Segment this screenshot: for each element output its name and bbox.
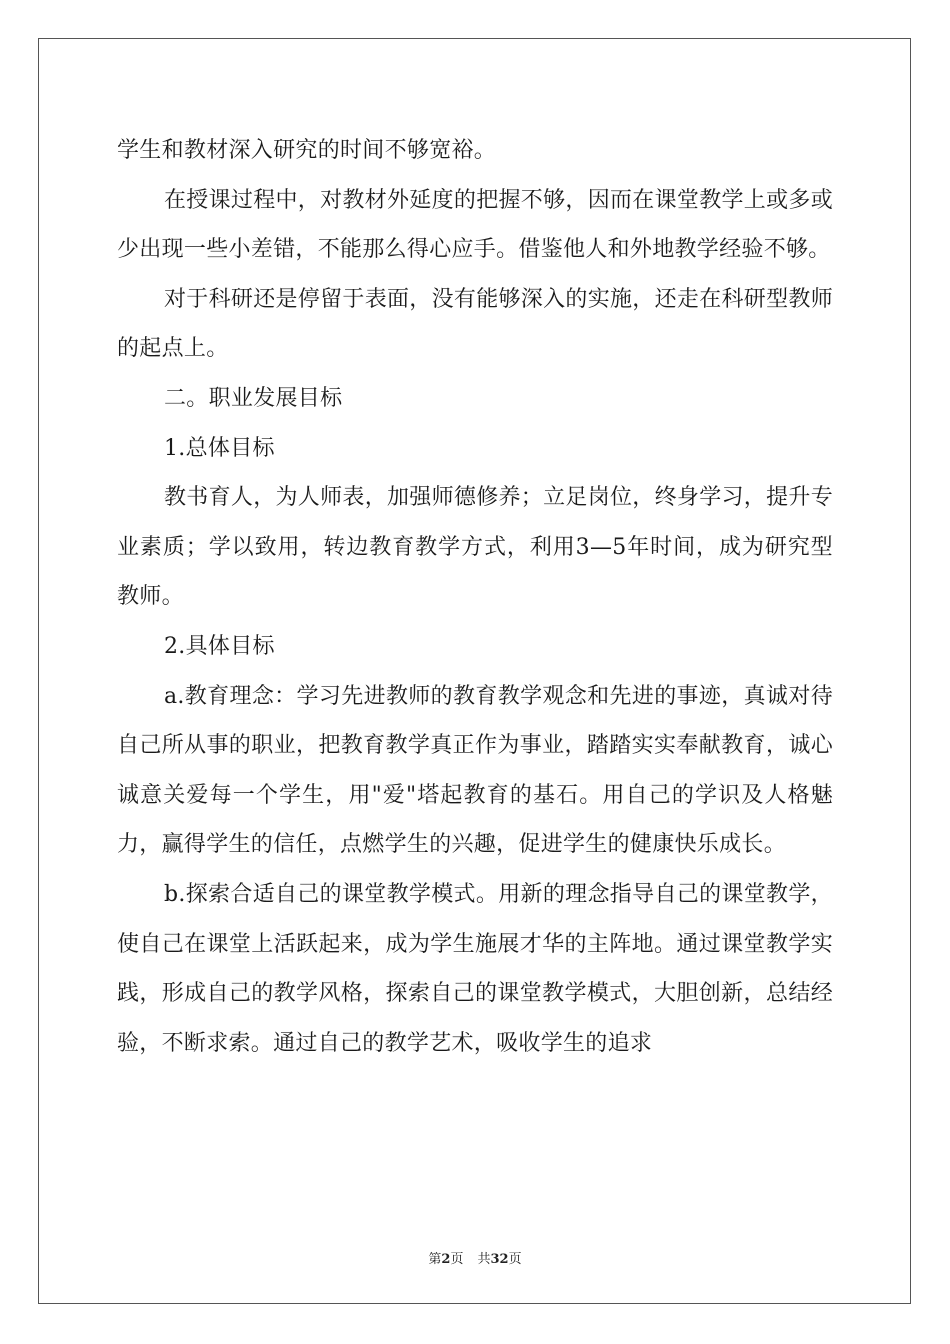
page-suffix: 页 [450, 1252, 464, 1267]
paragraph: 在授课过程中，对教材外延度的把握不够，因而在课堂教学上或多或少出现一些小差错，不能那么得心应手。借鉴他人和外地教学经验不够。 [117, 187, 834, 263]
subsection-heading: 1.总体目标 [164, 435, 275, 461]
page-prefix: 第 [428, 1252, 442, 1267]
total-suffix: 页 [508, 1252, 522, 1267]
page-footer [0, 1248, 950, 1267]
section-heading: 二。职业发展目标 [164, 385, 343, 411]
paragraph: b.探索合适自己的课堂教学模式。用新的理念指导自己的课堂教学，使自己在课堂上活跃起来，成为学生施展才华的主阵地。通过课堂教学实践，形成自己的教学风格，探索自己的课堂教学模式，大胆创新，总结经验，不断求索。通过自己的教学艺术，吸收学生的追求 [117, 881, 833, 1056]
subsection-heading: 2.具体目标 [164, 633, 275, 659]
total-pages: 32 [490, 1252, 509, 1267]
total-prefix: 共 [477, 1252, 491, 1267]
document-body [117, 126, 833, 1068]
paragraph: 学生和教材深入研究的时间不够宽裕。 [117, 138, 497, 163]
page-number: 2 [441, 1252, 451, 1267]
paragraph: 教书育人，为人师表，加强师德修养；立足岗位，终身学习，提升专业素质；学以致用，转边教育教学方式，利用3—5年时间，成为研究型教师。 [117, 485, 834, 610]
paragraph: 对于科研还是停留于表面，没有能够深入的实施，还走在科研型教师的起点上。 [117, 286, 834, 362]
paragraph: a.教育理念：学习先进教师的教育教学观念和先进的事迹，真诚对待自己所从事的职业，把教育教学真正作为事业，踏踏实实奉献教育，诚心诚意关爱每一个学生，用"爱"塔起教育的基石。用自己的学识及人格魅力，赢得学生的信任，点燃学生的兴趣，促进学生的健康快乐成长。 [117, 683, 833, 858]
